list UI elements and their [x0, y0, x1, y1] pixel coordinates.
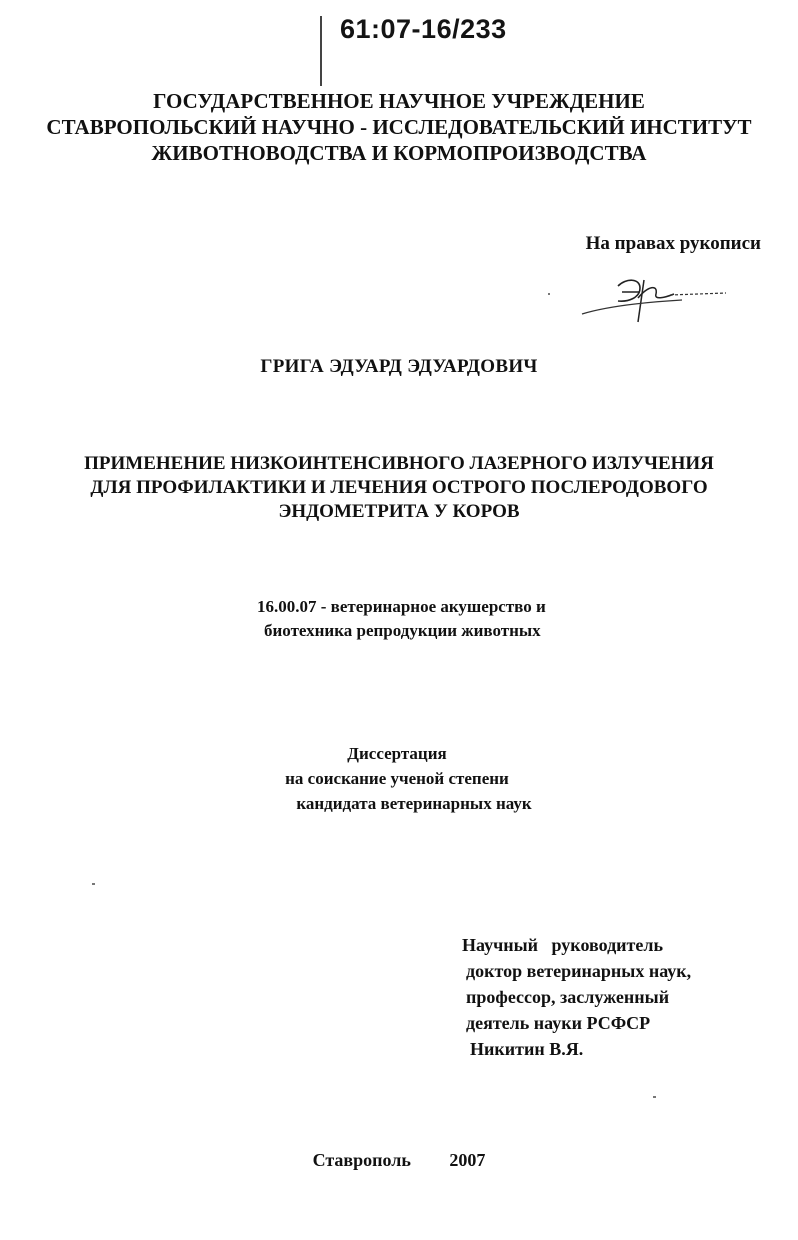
thesis-title-line-3: ЭНДОМЕТРИТА У КОРОВ	[278, 501, 520, 522]
footer-year: 2007	[449, 1150, 486, 1170]
supervisor-block	[462, 932, 691, 1062]
signature	[578, 268, 728, 328]
supervisor-line-2: доктор ветеринарных наук,	[466, 961, 692, 981]
specialty-line-1: 16.00.07 - ветеринарное акушерство и	[257, 597, 546, 616]
degree-line-2: на соискание ученой степени	[285, 769, 509, 788]
scan-speck	[653, 1096, 656, 1098]
supervisor-name: Никитин В.Я.	[470, 1039, 584, 1059]
archive-code: 61:07-16/233	[340, 14, 507, 44]
institution-header	[0, 88, 798, 166]
degree-line-1: Диссертация	[347, 744, 447, 763]
rights-label: На правах рукописи	[585, 233, 761, 254]
specialty	[257, 595, 546, 643]
institution-line-2: СТАВРОПОЛЬСКИЙ НАУЧНО - ИССЛЕДОВАТЕЛЬСКИЙ ИНСТИТУТ	[46, 115, 752, 139]
institution-line-1: ГОСУДАРСТВЕННОЕ НАУЧНОЕ УЧРЕЖДЕНИЕ	[153, 89, 645, 113]
supervisor-line-1: Научный руководитель	[462, 935, 663, 955]
supervisor-line-3: профессор, заслуженный	[466, 987, 670, 1007]
thesis-title-line-1: ПРИМЕНЕНИЕ НИЗКОИНТЕНСИВНОГО ЛАЗЕРНОГО ИЗЛУЧЕНИЯ	[84, 453, 714, 474]
thesis-title-line-2: ДЛЯ ПРОФИЛАКТИКИ И ЛЕЧЕНИЯ ОСТРОГО ПОСЛЕРОДОВОГО	[90, 477, 708, 498]
supervisor-line-4: деятель науки РСФСР	[466, 1013, 651, 1033]
degree-statement	[0, 741, 798, 816]
footer	[0, 1150, 798, 1171]
institution-line-3: ЖИВОТНОВОДСТВА И КОРМОПРОИЗВОДСТВА	[151, 141, 647, 165]
scan-speck	[548, 293, 550, 295]
specialty-line-2: биотехника репродукции животных	[264, 621, 541, 640]
footer-city: Ставрополь	[312, 1150, 411, 1170]
author-name: ГРИГА ЭДУАРД ЭДУАРДОВИЧ	[260, 356, 538, 377]
thesis-title	[0, 452, 798, 524]
scan-speck	[92, 883, 95, 885]
stamp-vertical-line	[320, 16, 322, 86]
degree-line-3: кандидата ветеринарных наук	[296, 794, 532, 813]
